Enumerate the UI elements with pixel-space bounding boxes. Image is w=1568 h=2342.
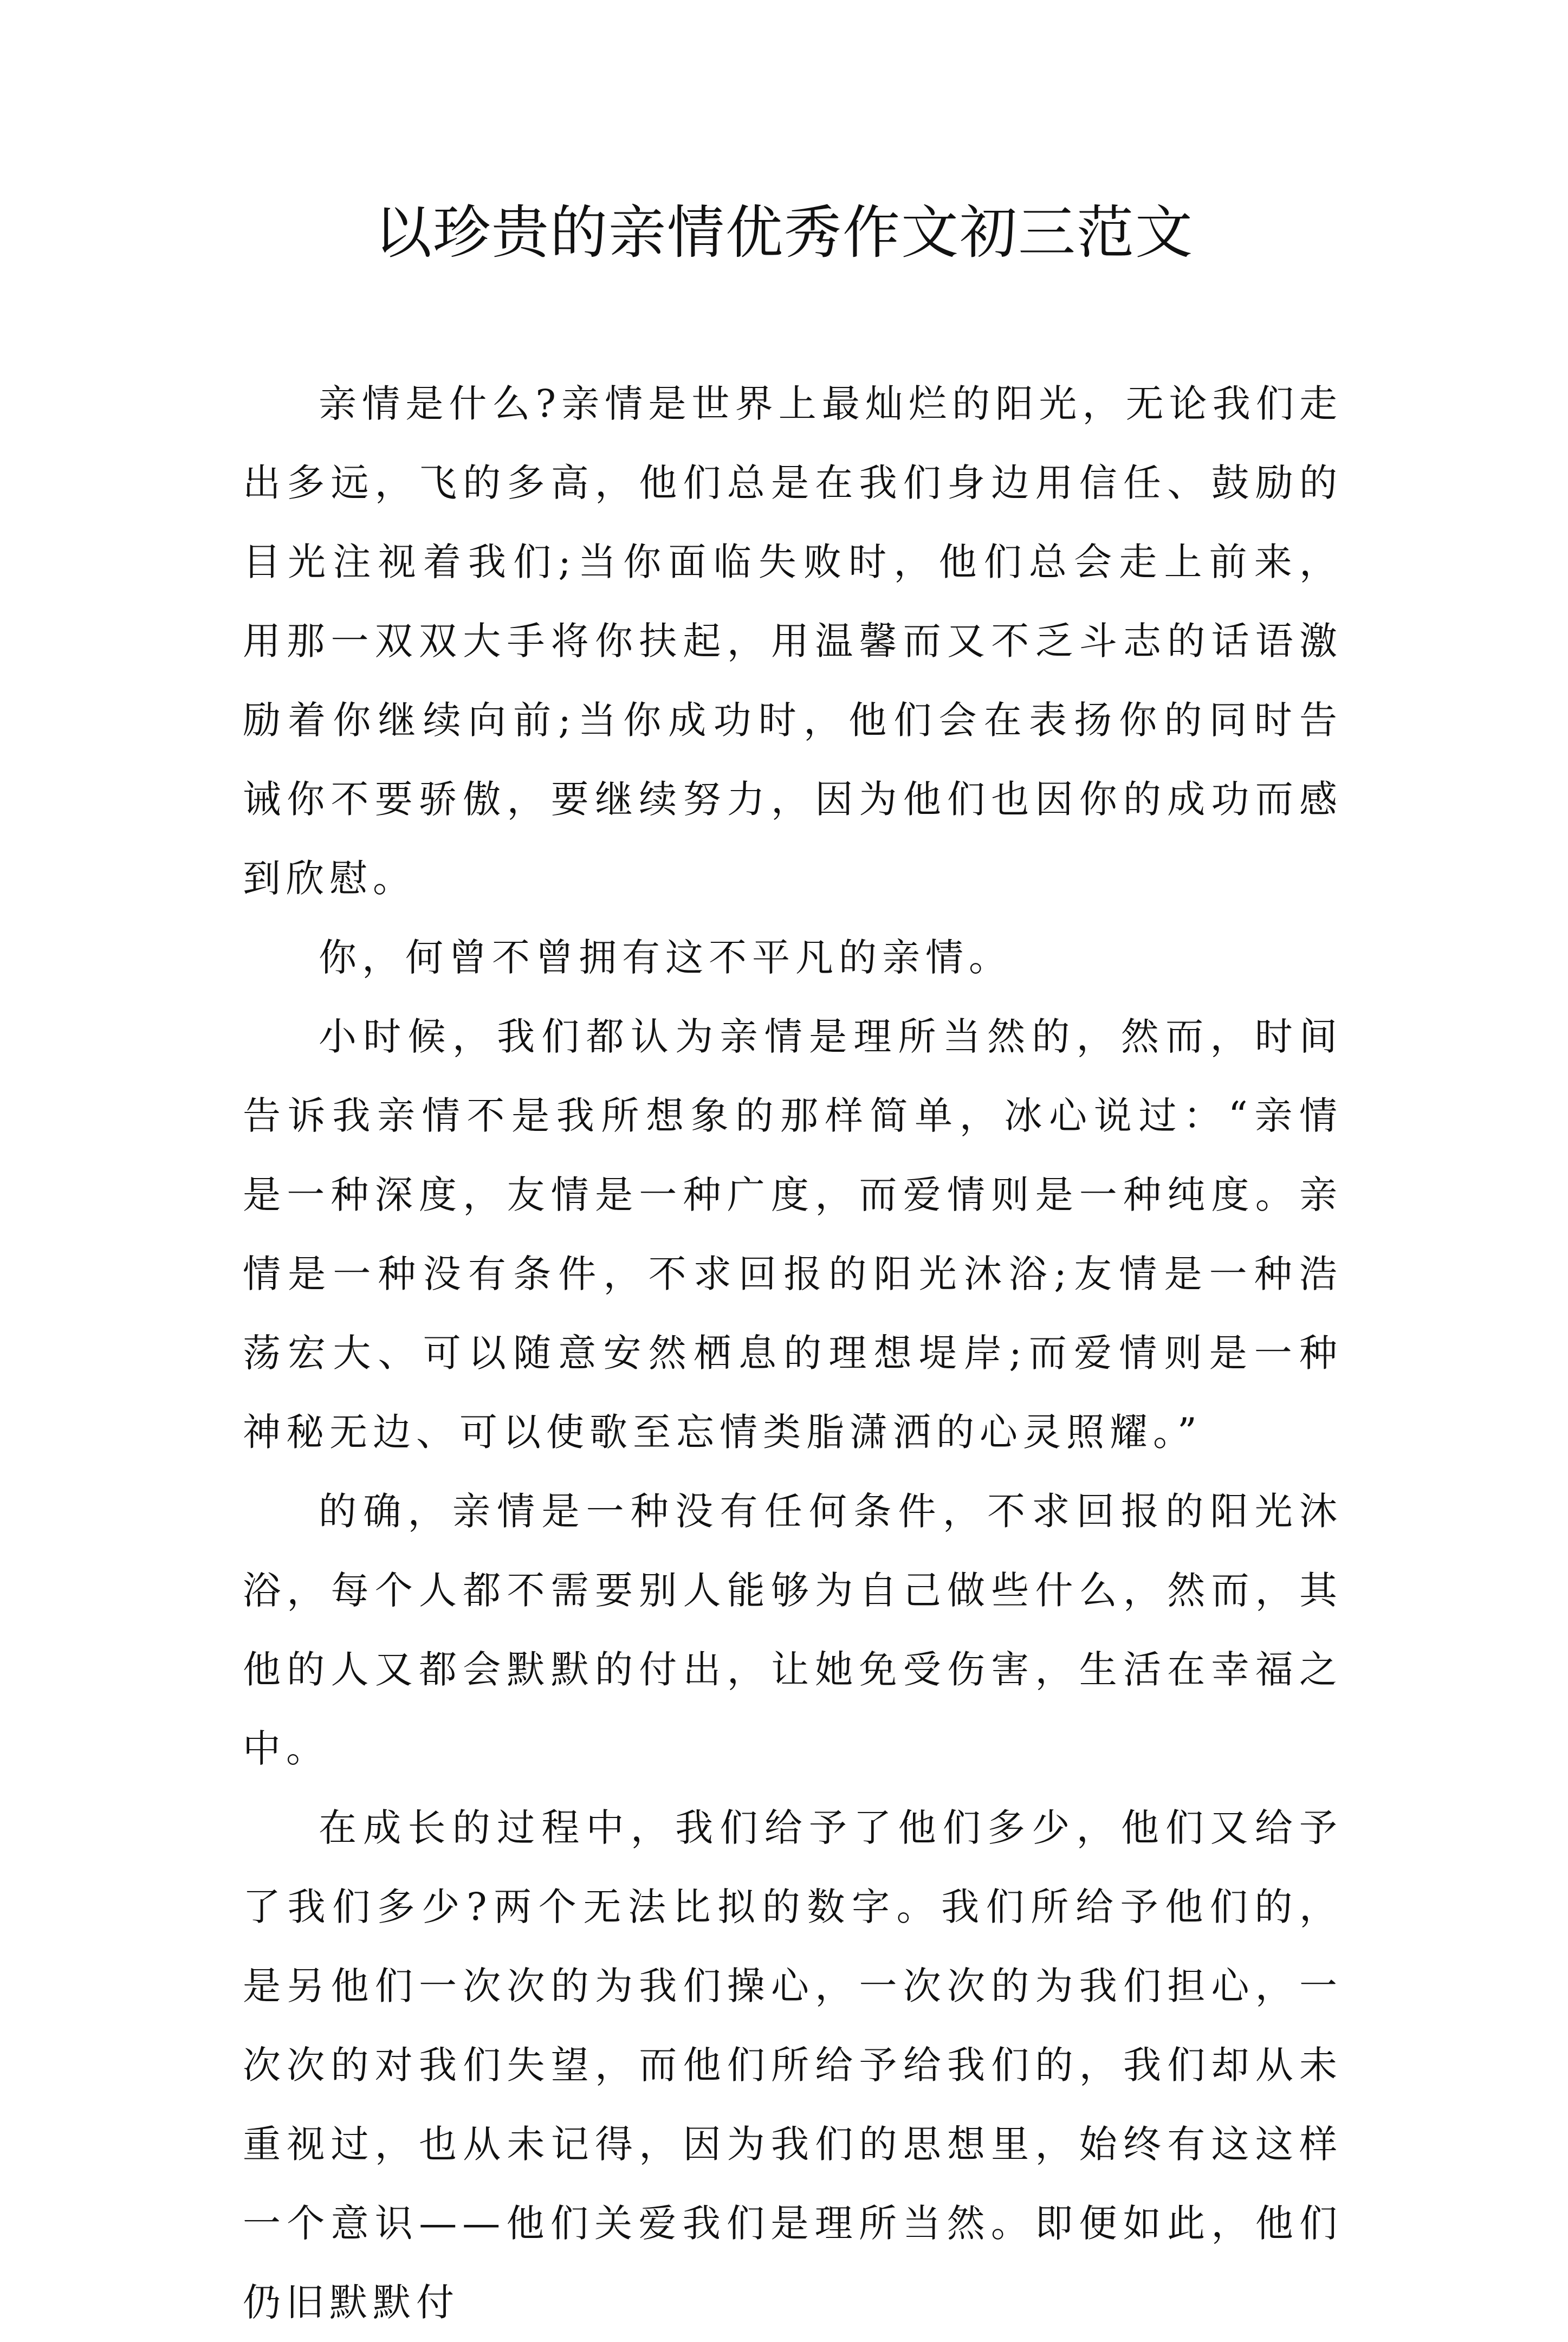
document-title: 以珍贵的亲情优秀作文初三范文	[374, 199, 1194, 266]
document-body	[243, 364, 1343, 2342]
paragraph-2: 你，何曾不曾拥有这不平凡的亲情。	[319, 935, 1012, 980]
paragraph-4: 的确，亲情是一种没有任何条件，不求回报的阳光沐浴，每个人都不需要别人能够为自己做些什么，然而，其他的人又都会默默的付出，让她免受伤害，生活在幸福之中。	[243, 1489, 1343, 1771]
paragraph-1: 亲情是什么?亲情是世界上最灿烂的阳光，无论我们走出多远，飞的多高，他们总是在我们身边用信任、鼓励的目光注视着我们;当你面临失败时，他们总会走上前来，用那一双双大手将你扶起，用温馨而又不乏斗志的话语激励着你继续向前;当你成功时，他们会在表扬你的同时告诫你不要骄傲，要继续努力，因为他们也因你的成功而感到欣慰。	[243, 381, 1343, 901]
paragraph-5: 在成长的过程中，我们给予了他们多少，他们又给予了我们多少?两个无法比拟的数字。我们所给予他们的，是另他们一次次的为我们操心，一次次的为我们担心，一次次的对我们失望，而他们所给予给我们的，我们却从未重视过，也从未记得，因为我们的思想里，始终有这这样一个意识——他们关爱我们是理所当然。即便如此，他们仍旧默默付	[243, 1806, 1343, 2325]
paragraph-3: 小时候，我们都认为亲情是理所当然的，然而，时间告诉我亲情不是我所想象的那样简单，冰心说过：“亲情是一种深度，友情是一种广度，而爱情则是一种纯度。亲情是一种没有条件，不求回报的阳光沐浴;友情是一种浩荡宏大、可以随意安然栖息的理想堤岸;而爱情则是一种神秘无边、可以使歌至忘情类脂潇洒的心灵照耀。”	[243, 1014, 1343, 1454]
